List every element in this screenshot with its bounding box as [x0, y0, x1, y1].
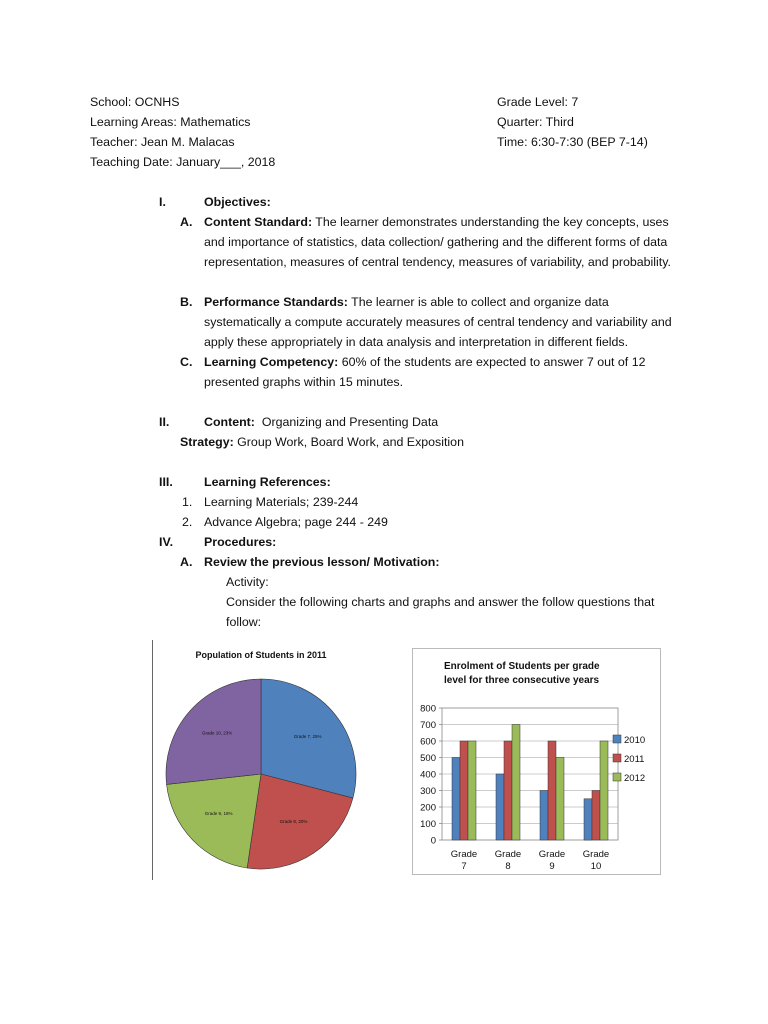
- pie-label-grade-9: Grade 9, 18%: [204, 810, 233, 816]
- teaching-date-label: Teaching Date: January___, 2018: [90, 155, 276, 169]
- y-tick-label: 600: [420, 736, 436, 748]
- legend-swatch-2010: [613, 735, 621, 743]
- pie-chart: [155, 640, 380, 880]
- bar-2011-grade-8: [504, 741, 512, 840]
- strategy-line: [180, 434, 464, 450]
- legend-swatch-2012: [613, 773, 621, 781]
- y-tick-label: 800: [420, 703, 436, 715]
- objectives-title: Objectives:: [204, 195, 271, 209]
- y-tick-label: 400: [420, 769, 436, 781]
- pie-label-grade-7: Grade 7, 25%: [293, 734, 322, 739]
- quarter-label: Quarter: Third: [497, 115, 574, 129]
- content-line: [204, 414, 438, 430]
- bar-2010-grade-10: [584, 799, 592, 840]
- activity-label: Activity:: [226, 575, 269, 589]
- bar-2010-grade-8: [496, 774, 504, 840]
- bar-2011-grade-7: [460, 741, 468, 840]
- learning-competency-label: Learning Competency:: [204, 355, 339, 369]
- x-tick-label-line1: Grade: [582, 849, 610, 860]
- content-standard-letter: A.: [180, 215, 193, 229]
- x-tick-label-line1: Grade: [494, 849, 522, 860]
- x-tick-label-line1: Grade: [450, 849, 478, 860]
- x-tick-label-line2: 9: [549, 861, 555, 872]
- bar-chart-title-line1: Enrolment of Students per grade: [444, 661, 600, 672]
- grade-level-label: Grade Level: 7: [497, 95, 579, 109]
- pie-chart-title: Population of Students in 2011: [195, 650, 327, 660]
- procedures-title: Procedures:: [204, 535, 277, 549]
- bar-2012-grade-7: [468, 741, 476, 840]
- learning-competency-paragraph: [204, 352, 664, 392]
- performance-standards-letter: B.: [180, 295, 193, 309]
- content-standard-label: Content Standard:: [204, 215, 313, 229]
- time-label: Time: 6:30-7:30 (BEP 7-14): [497, 135, 648, 149]
- bar-chart: [412, 648, 662, 876]
- bar-2011-grade-10: [592, 791, 600, 841]
- content-label: Content:: [204, 415, 255, 429]
- bar-2012-grade-8: [512, 725, 520, 841]
- teacher-label: Teacher: Jean M. Malacas: [90, 135, 235, 149]
- content-standard-text: The learner demonstrates understanding the key concepts, uses and importance of statistics, data collection/ gathering and the different forms of data representation, measures of central tendency, measures of variability, and probability.: [204, 215, 671, 269]
- legend-label-2011: 2011: [624, 754, 645, 765]
- school-label: School: OCNHS: [90, 95, 180, 109]
- legend-label-2010: 2010: [624, 735, 646, 746]
- learning-areas-label: Learning Areas: Mathematics: [90, 115, 251, 129]
- objectives-number: I.: [159, 195, 166, 209]
- strategy-label: Strategy:: [180, 435, 234, 449]
- references-number: III.: [159, 475, 173, 489]
- y-tick-label: 300: [420, 786, 436, 797]
- bar-2012-grade-9: [556, 758, 564, 841]
- pie-label-grade-10: Grade 10, 23%: [201, 730, 233, 736]
- x-tick-label-line2: 7: [461, 861, 467, 872]
- reference-1: Learning Materials; 239-244: [204, 495, 359, 509]
- x-tick-label-line2: 8: [505, 861, 511, 872]
- y-tick-label: 200: [420, 802, 436, 814]
- strategy-text: Group Work, Board Work, and Exposition: [233, 435, 464, 449]
- y-tick-label: 700: [420, 720, 436, 731]
- bar-2010-grade-7: [452, 758, 460, 841]
- bar-2010-grade-9: [540, 791, 548, 841]
- performance-standards-text: The learner is able to collect and organize data systematically a compute accurately measures of central tendency and variability and apply these appropriately in data analysis and interpretation in different fields.: [204, 295, 672, 349]
- legend-label-2012: 2012: [624, 773, 646, 784]
- y-tick-label: 100: [420, 819, 436, 830]
- performance-standards-label: Performance Standards:: [204, 295, 348, 309]
- y-tick-label: 0: [430, 835, 436, 847]
- references-title: Learning References:: [204, 475, 331, 489]
- pie-label-grade-8: Grade 8, 20%: [279, 819, 308, 825]
- y-tick-label: 500: [420, 753, 436, 764]
- reference-2-number: 2.: [182, 515, 193, 529]
- review-title: Review the previous lesson/ Motivation:: [204, 555, 440, 569]
- pie-chart-left-border: [152, 640, 153, 880]
- legend-swatch-2011: [613, 754, 621, 762]
- x-tick-label-line2: 10: [590, 861, 602, 872]
- reference-2: Advance Algebra; page 244 - 249: [204, 515, 388, 529]
- content-standard-paragraph: [204, 212, 672, 272]
- pie-slice-grade-9: [167, 774, 261, 868]
- x-tick-label-line1: Grade: [538, 849, 566, 860]
- reference-1-number: 1.: [182, 495, 193, 509]
- bar-chart-title-line2: level for three consecutive years: [444, 675, 600, 686]
- bar-2011-grade-9: [548, 741, 556, 840]
- performance-standards-paragraph: [204, 292, 672, 352]
- learning-competency-letter: C.: [180, 355, 193, 369]
- review-letter: A.: [180, 555, 193, 569]
- activity-instruction: Consider the following charts and graphs and answer the follow questions that follow:: [226, 595, 655, 629]
- learning-competency-text: 60% of the students are expected to answer 7 out of 12 presented graphs within 15 minutes.: [204, 355, 646, 389]
- content-number: II.: [159, 415, 170, 429]
- procedures-number: IV.: [159, 535, 174, 549]
- content-text: Organizing and Presenting Data: [254, 415, 439, 429]
- bar-2012-grade-10: [600, 741, 608, 840]
